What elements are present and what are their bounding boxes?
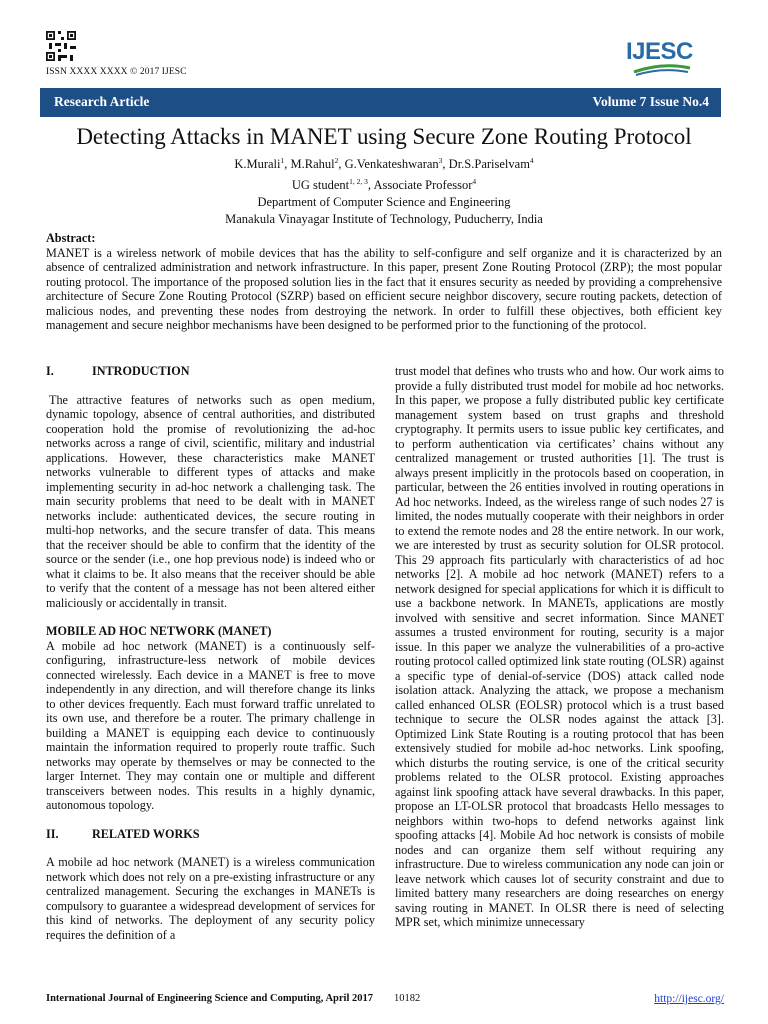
related-paragraph: A mobile ad hoc network (MANET) is a wireless communication network which does not rely on a pre-existing infrastructure or any centralized management. Securing the exchanges in MANETs is compulsory to guarantee a widespread development of services for this kind of networks. The deployment of any security policy requires the definition of a — [46, 855, 375, 942]
role-ug-sup: 1, 2, 3 — [349, 177, 368, 187]
logo-text: IJESC — [626, 38, 693, 65]
section-number: I. — [46, 364, 54, 378]
author-name: Dr.S.Pariselvam — [448, 157, 530, 172]
author-name: K.Murali — [234, 157, 281, 172]
role-assoc: Associate Professor — [373, 178, 473, 193]
abstract-label: Abstract: — [46, 231, 96, 245]
right-column — [395, 364, 724, 930]
author-affil: 4 — [529, 156, 534, 165]
abstract-text: MANET is a wireless network of mobile devices that has the ability to self-configure and self organize and it is characterized by an absence of centralized administration and network infrastructure. In this paper, present Zone Routing Protocol (ZRP); the most popular routing protocol. The importance of the proposed solution lies in the fact that it ensures security as needed by providing a comprehensive architecture of Secure Zone Routing Protocol (SZRP) based on efficient secure neighbor discovery, secure routing packets, detection of malicious nodes, and preventing these nodes from destroying the network. In order to fulfill these objectives, both efficient key management and secure neighbor mechanisms have been designed to be performed prior to the functioning of the protocol. — [46, 245, 722, 332]
abstract — [46, 231, 722, 333]
author-block — [40, 152, 728, 228]
right-column-text: trust model that defines who trusts who and how. Our work aims to provide a fully distributed trust model for mobile ad hoc networks. In this paper, we propose a fully distributed public key certificate management system based on trust graphs and threshold cryptography. It permits users to issue public key certificates, and to perform authentication via certificates’ chains without any centralized management or trusted authorities [1]. The trust is always present implicitly in the protocols based on cooperation, in particular, between the 26 entities involved in routing operations in Ad hoc networks. Indeed, as the wireless range of such nodes 27 is limited, the nodes mutually cooperate with their neighbors in order to extend the remote nodes and 28 the entire network. In our work, we are interested by trust as security solution for OLSR protocol. This 29 approach fits particularly with characteristics of ad hoc networks [2]. A mobile ad hoc network (MANET) refers to a network designed for special applications for which it is difficult to use a backbone network. In MANETs, applications are mostly involved with sensitive and secret information. Since MANET assumes a trusted environment for routing, security is a major issue. In this paper we analyze the vulnerabilities of a pro-active routing protocol called optimized link state routing (OLSR) against a specific type of denial-of-service (DOS) attack called node isolation attack. Analyzing the attack, we propose a mechanism called enhanced OLSR (EOLSR) protocol which is a trust based technique to secure the OLSR nodes against the attack [3]. Optimized Link State Routing is a routing protocol that has been extensively studied for mobile ad-hoc networks. Link spoofing, which disturbs the routing service, is one of the critical security problems related to the OLSR protocol. Existing approaches against link spoofing attack have several drawbacks. In this paper, propose an LT-OLSR protocol that broadcasts Hello messages to neighbors within two-hops to defend networks against link spoofing attacks [4]. Mobile Ad hoc network is consists of mobile nodes and can organize them self without requiring any infrastructure. Due to wireless communication any node can join or leave network which causes lot of security constraint and due to limited battery many researchers are doing researches on energy saving routing in MANET. In OLSR there is need of selecting MPR set, which minimize unnecessary — [395, 364, 724, 929]
section-title: INTRODUCTION — [92, 364, 190, 378]
role-ug: UG student — [291, 178, 350, 193]
header-banner — [40, 88, 721, 117]
manet-paragraph: A mobile ad hoc network (MANET) is a continuously self-configuring, infrastructure-less network of mobile devices connected wirelessly. Each device in a MANET is free to move independently in any direction, and will therefore change its links to other devices frequently. Each must forward traffic unrelated to its own use, and therefore be a router. The primary challenge in building a MANET is equipping each device to continuously maintain the information required to properly route traffic. Such networks may operate by themselves or may be connected to the larger Internet. They may contain one or multiple and different transceivers between nodes. This results in a highly dynamic, autonomous topology. — [46, 638, 375, 812]
issn-line: ISSN XXXX XXXX © 2017 IJESC — [46, 67, 187, 77]
author-affil: 2 — [334, 156, 339, 165]
author-list: K.Murali$^1$, M.Rahul$^2$, G.Venkateshwaran$^3$, Dr.S.Pariselvam$^4$ — [234, 156, 534, 172]
section-number: II. — [46, 826, 59, 841]
section-title: RELATED WORKS — [92, 826, 200, 841]
journal-logo — [626, 40, 706, 80]
logo-swoosh-icon — [632, 62, 692, 76]
author-name: M.Rahul — [290, 157, 335, 172]
role-assoc-sup: 4 — [472, 177, 477, 187]
intro-paragraph: The attractive features of networks such as open medium, dynamic topology, absence of central authorities, and distributed cooperation hold the promise of revolutionizing the ad-hoc networks across a range of civil, scientific, military and industrial applications. However, these characteristics make MANET networks vulnerable to different types of attacks and make implementing security in ad-hoc network a challenging task. The main security problems that need to be dealt with in MANET networks include: authenticated devices, the secure routing in multi-hop networks, and the secure transfer of data. This means that the receiver should be able to confirm that the identity of the source or the sender (i.e., one hop previous node) is indeed who or what it claims to be. It also means that the receiver should be able to verify that the content of a message has not been altered either maliciously or accidentally in transit. — [46, 392, 375, 610]
subsection-heading-manet: MOBILE AD HOC NETWORK (MANET) — [46, 624, 272, 638]
footer-journal: International Journal of Engineering Science and Computing, April 2017 — [46, 993, 373, 1004]
paper-title: Detecting Attacks in MANET using Secure Zone Routing Protocol — [76, 124, 692, 149]
section-heading-introduction — [46, 364, 375, 379]
volume-issue: Volume 7 Issue No.4 — [592, 94, 709, 109]
author-roles: UG student$^{1, 2, 3}$, Associate Professor$^4$ — [291, 177, 477, 193]
page-number: 10182 — [394, 993, 421, 1004]
author-affil: 3 — [438, 156, 443, 165]
article-type: Research Article — [54, 94, 150, 109]
author-name: G.Venkateshwaran — [344, 157, 439, 172]
footer-url-link[interactable]: http://ijesc.org/ — [654, 993, 724, 1005]
left-column — [46, 364, 375, 942]
institute: Manakula Vinayagar Institute of Technology, Puducherry, India — [225, 212, 543, 227]
page-footer — [46, 993, 724, 1009]
section-heading-related-works — [46, 827, 375, 842]
department: Department of Computer Science and Engineering — [257, 195, 511, 210]
qr-code — [46, 31, 76, 61]
author-affil: 1 — [280, 156, 285, 165]
